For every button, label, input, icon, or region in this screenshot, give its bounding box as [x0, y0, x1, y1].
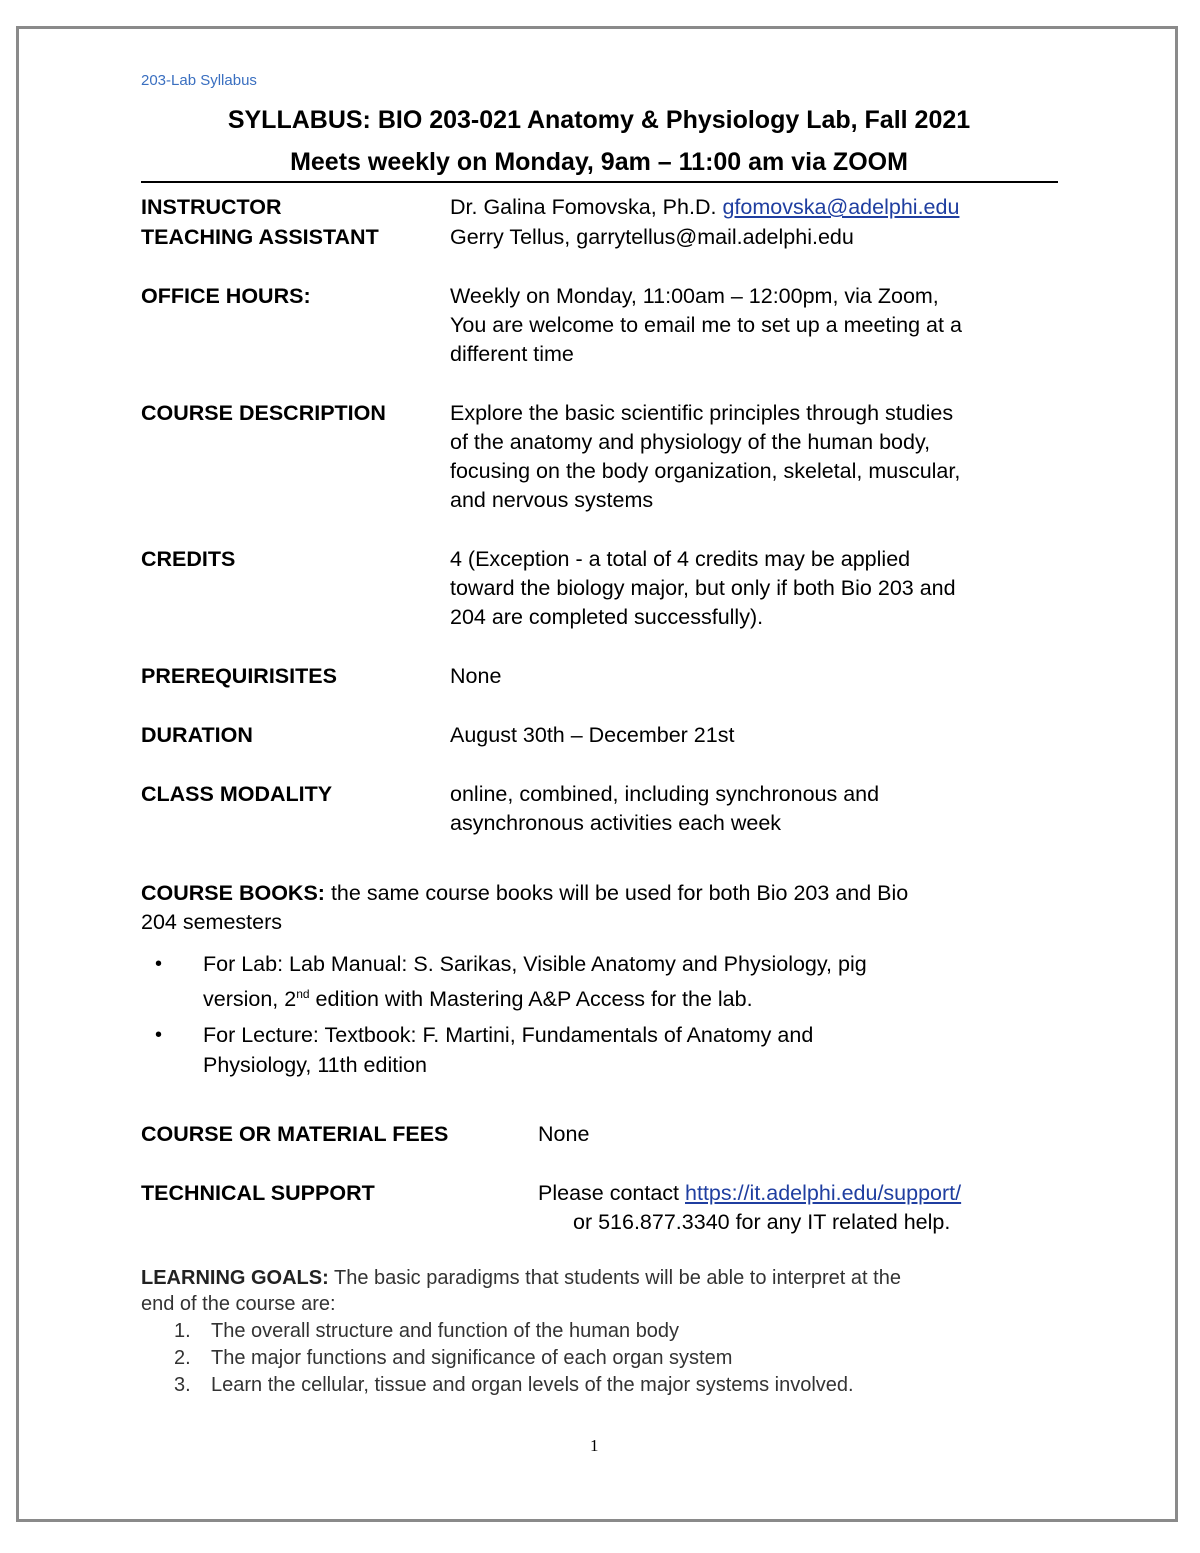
credits-label: CREDITS: [141, 547, 236, 571]
fees-value: None: [538, 1122, 590, 1146]
credits-line: toward the biology major, but only if both Bio 203 and: [450, 576, 956, 600]
goal-text: The overall structure and function of the human body: [211, 1320, 680, 1342]
fees-label: COURSE OR MATERIAL FEES: [141, 1122, 449, 1146]
assistant-value: Gerry Tellus, garrytellus@mail.adelphi.edu: [450, 225, 854, 249]
title-line-1: SYLLABUS: BIO 203-021 Anatomy & Physiology Lab, Fall 2021: [227, 106, 971, 134]
course-books-intro-text: the same course books will be used for both Bio 203 and Bio: [330, 881, 909, 905]
class-modality-line: asynchronous activities each week: [450, 811, 782, 835]
goal-text: The major functions and significance of each organ system: [211, 1347, 733, 1369]
instructor-label: INSTRUCTOR: [141, 195, 282, 219]
office-hours-label: OFFICE HOURS:: [141, 284, 311, 308]
instructor-email-link[interactable]: gfomovska@adelphi.edu: [722, 195, 960, 219]
course-books-label: COURSE BOOKS:: [141, 881, 325, 905]
duration-value: August 30th – December 21st: [450, 723, 735, 747]
prerequisites-value: None: [450, 664, 502, 688]
course-description-line: of the anatomy and physiology of the human body,: [450, 430, 931, 454]
goal-number: 3.: [174, 1374, 191, 1396]
book-lab-line2-prefix: version, 2: [203, 987, 297, 1012]
goal-text: Learn the cellular, tissue and organ levels of the major systems involved.: [211, 1374, 854, 1396]
class-modality-line: online, combined, including synchronous and: [450, 782, 880, 806]
book-lecture-line1: For Lecture: Textbook: F. Martini, Fundamentals of Anatomy and: [203, 1023, 814, 1047]
learning-goals-label: LEARNING GOALS:: [141, 1267, 329, 1289]
instructor-value: [450, 193, 959, 222]
support-line2: or 516.877.3340 for any IT related help.: [573, 1210, 951, 1234]
credits-line: 204 are completed successfully).: [450, 605, 764, 629]
duration-label: DURATION: [141, 723, 253, 747]
course-description-label: COURSE DESCRIPTION: [141, 401, 386, 425]
support-prefix: Please contact: [538, 1181, 686, 1205]
title-line-2: Meets weekly on Monday, 9am – 11:00 am via ZOOM: [290, 148, 908, 176]
goal-number: 1.: [174, 1320, 191, 1342]
assistant-label: TEACHING ASSISTANT: [141, 225, 379, 249]
office-hours-line: Weekly on Monday, 11:00am – 12:00pm, via Zoom,: [450, 284, 939, 308]
office-hours-line: different time: [450, 342, 574, 366]
support-line1: [538, 1179, 961, 1208]
course-books-intro-line2: 204 semesters: [141, 910, 283, 934]
learning-goals-intro-text: The basic paradigms that students will be able to interpret at the: [328, 1267, 901, 1289]
course-description-line: Explore the basic scientific principles through studies: [450, 401, 954, 425]
learning-goals-intro-line2: end of the course are:: [141, 1293, 336, 1315]
running-head: 203-Lab Syllabus: [141, 72, 257, 89]
book-lab-line2-suffix: edition with Mastering A&P Access for the lab.: [309, 987, 753, 1012]
book-lecture-line2: Physiology, 11th edition: [203, 1053, 427, 1077]
book-lab-line1: For Lab: Lab Manual: S. Sarikas, Visible Anatomy and Physiology, pig: [203, 952, 867, 976]
course-books-intro: [141, 879, 908, 908]
book-lab-line2: [203, 979, 753, 1014]
learning-goals-intro: [141, 1265, 901, 1291]
title-rule: [141, 181, 1058, 183]
instructor-name: Dr. Galina Fomovska, Ph.D.: [450, 195, 717, 219]
prerequisites-label: PREREQUIRISITES: [141, 664, 337, 688]
bullet-marker: •: [155, 953, 163, 975]
book-lab-ordinal: nd: [296, 987, 310, 1001]
page-number: 1: [590, 1436, 599, 1455]
goal-number: 2.: [174, 1347, 191, 1369]
support-label: TECHNICAL SUPPORT: [141, 1181, 375, 1205]
bullet-marker: •: [155, 1024, 163, 1046]
credits-line: 4 (Exception - a total of 4 credits may be applied: [450, 547, 911, 571]
office-hours-line: You are welcome to email me to set up a meeting at a: [450, 313, 962, 337]
class-modality-label: CLASS MODALITY: [141, 782, 333, 806]
course-description-line: and nervous systems: [450, 488, 654, 512]
course-description-line: focusing on the body organization, skeletal, muscular,: [450, 459, 961, 483]
support-url-link[interactable]: https://it.adelphi.edu/support/: [685, 1181, 962, 1205]
